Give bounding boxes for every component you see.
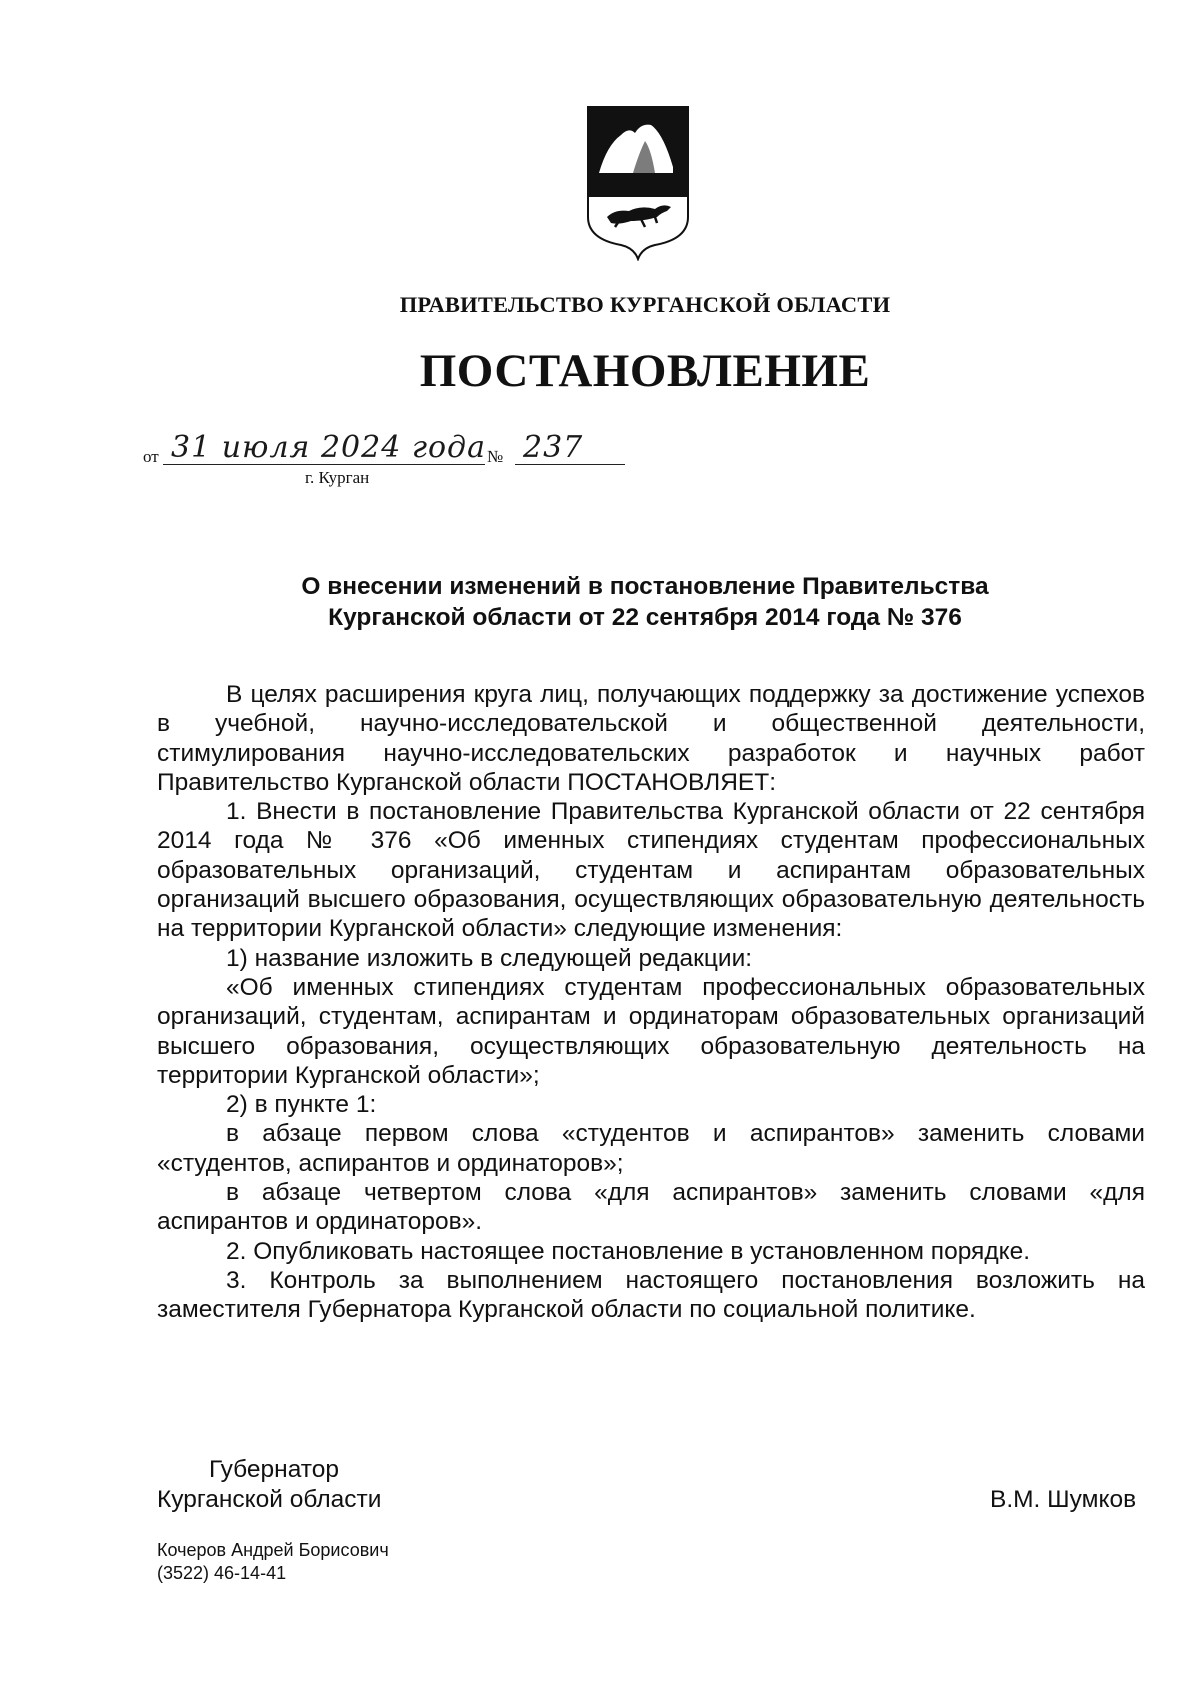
executor-block [157, 1539, 389, 1585]
number-prefix: № [487, 447, 504, 466]
signatory-position [157, 1455, 381, 1515]
handwritten-date: 31 июля 2024 года [171, 430, 486, 465]
document-title [0, 571, 1200, 633]
position-line-1: Губернатор [209, 1456, 339, 1483]
fourth-abzac-paragraph: в абзаце четвертом слова «для аспирантов» заменить словами «для аспирантов и ординаторов». [157, 1179, 1145, 1236]
item-2-paragraph: 2. Опубликовать настоящее постановление в установленном порядке. [226, 1237, 1031, 1265]
kurgan-region-coat-of-arms-icon [585, 105, 691, 261]
position-line-2: Курганской области [157, 1486, 382, 1513]
city: г. Курган [305, 468, 370, 487]
subitem-1-paragraph: 1) название изложить в следующей редакции: [226, 944, 753, 972]
new-title-paragraph: «Об именных стипендиях студентам профессиональных образовательных организаций, студентам, аспирантам и ординаторам образовательных организаций высшего образования, осуществляющих образовательную деятельность на территории Курганской области»; [157, 973, 1145, 1089]
executor-name: Кочеров Андрей Борисович [157, 1540, 389, 1560]
preamble-paragraph: В целях расширения круга лиц, получающих поддержку за достижение успехов в учебной, научно-исследовательской и общественной деятельности, стимулирования научно-исследовательских разработок и научных работ Правительство Курганской области ПОСТАНОВЛЯЕТ: [157, 681, 1145, 796]
item-1-paragraph: 1. Внести в постановление Правительства Курганской области от 22 сентября 2014 года № 376 «Об именных стипендиях студентам профессиональных образовательных организаций, студентам и аспирантам образовательных организаций высшего образования, осуществляющих образовательную деятельность на территории Курганской области» следующие изменения: [157, 798, 1145, 943]
document-type-heading: ПОСТАНОВЛЕНИЕ [419, 345, 871, 397]
title-line-1: О внесении изменений в постановление Правительства [301, 573, 989, 600]
subitem-2-paragraph: 2) в пункте 1: [226, 1091, 377, 1119]
first-abzac-paragraph: в абзаце первом слова «студентов и аспирантов» заменить словами «студентов, аспирантов и ординаторов»; [157, 1120, 1145, 1177]
signatory-name: В.М. Шумков [990, 1486, 1137, 1513]
document-body [157, 680, 1145, 1325]
government-name: ПРАВИТЕЛЬСТВО КУРГАНСКОЙ ОБЛАСТИ [399, 292, 891, 317]
item-3-paragraph: 3. Контроль за выполнением настоящего постановления возложить на заместителя Губернатора Курганской области по социальной политике. [157, 1266, 1145, 1324]
handwritten-number: 237 [523, 430, 584, 465]
executor-phone: (3522) 46-14-41 [157, 1563, 287, 1583]
date-number-line [143, 430, 643, 470]
title-line-2: Курганской области от 22 сентября 2014 года № 376 [328, 604, 962, 631]
date-prefix: от [143, 447, 159, 466]
